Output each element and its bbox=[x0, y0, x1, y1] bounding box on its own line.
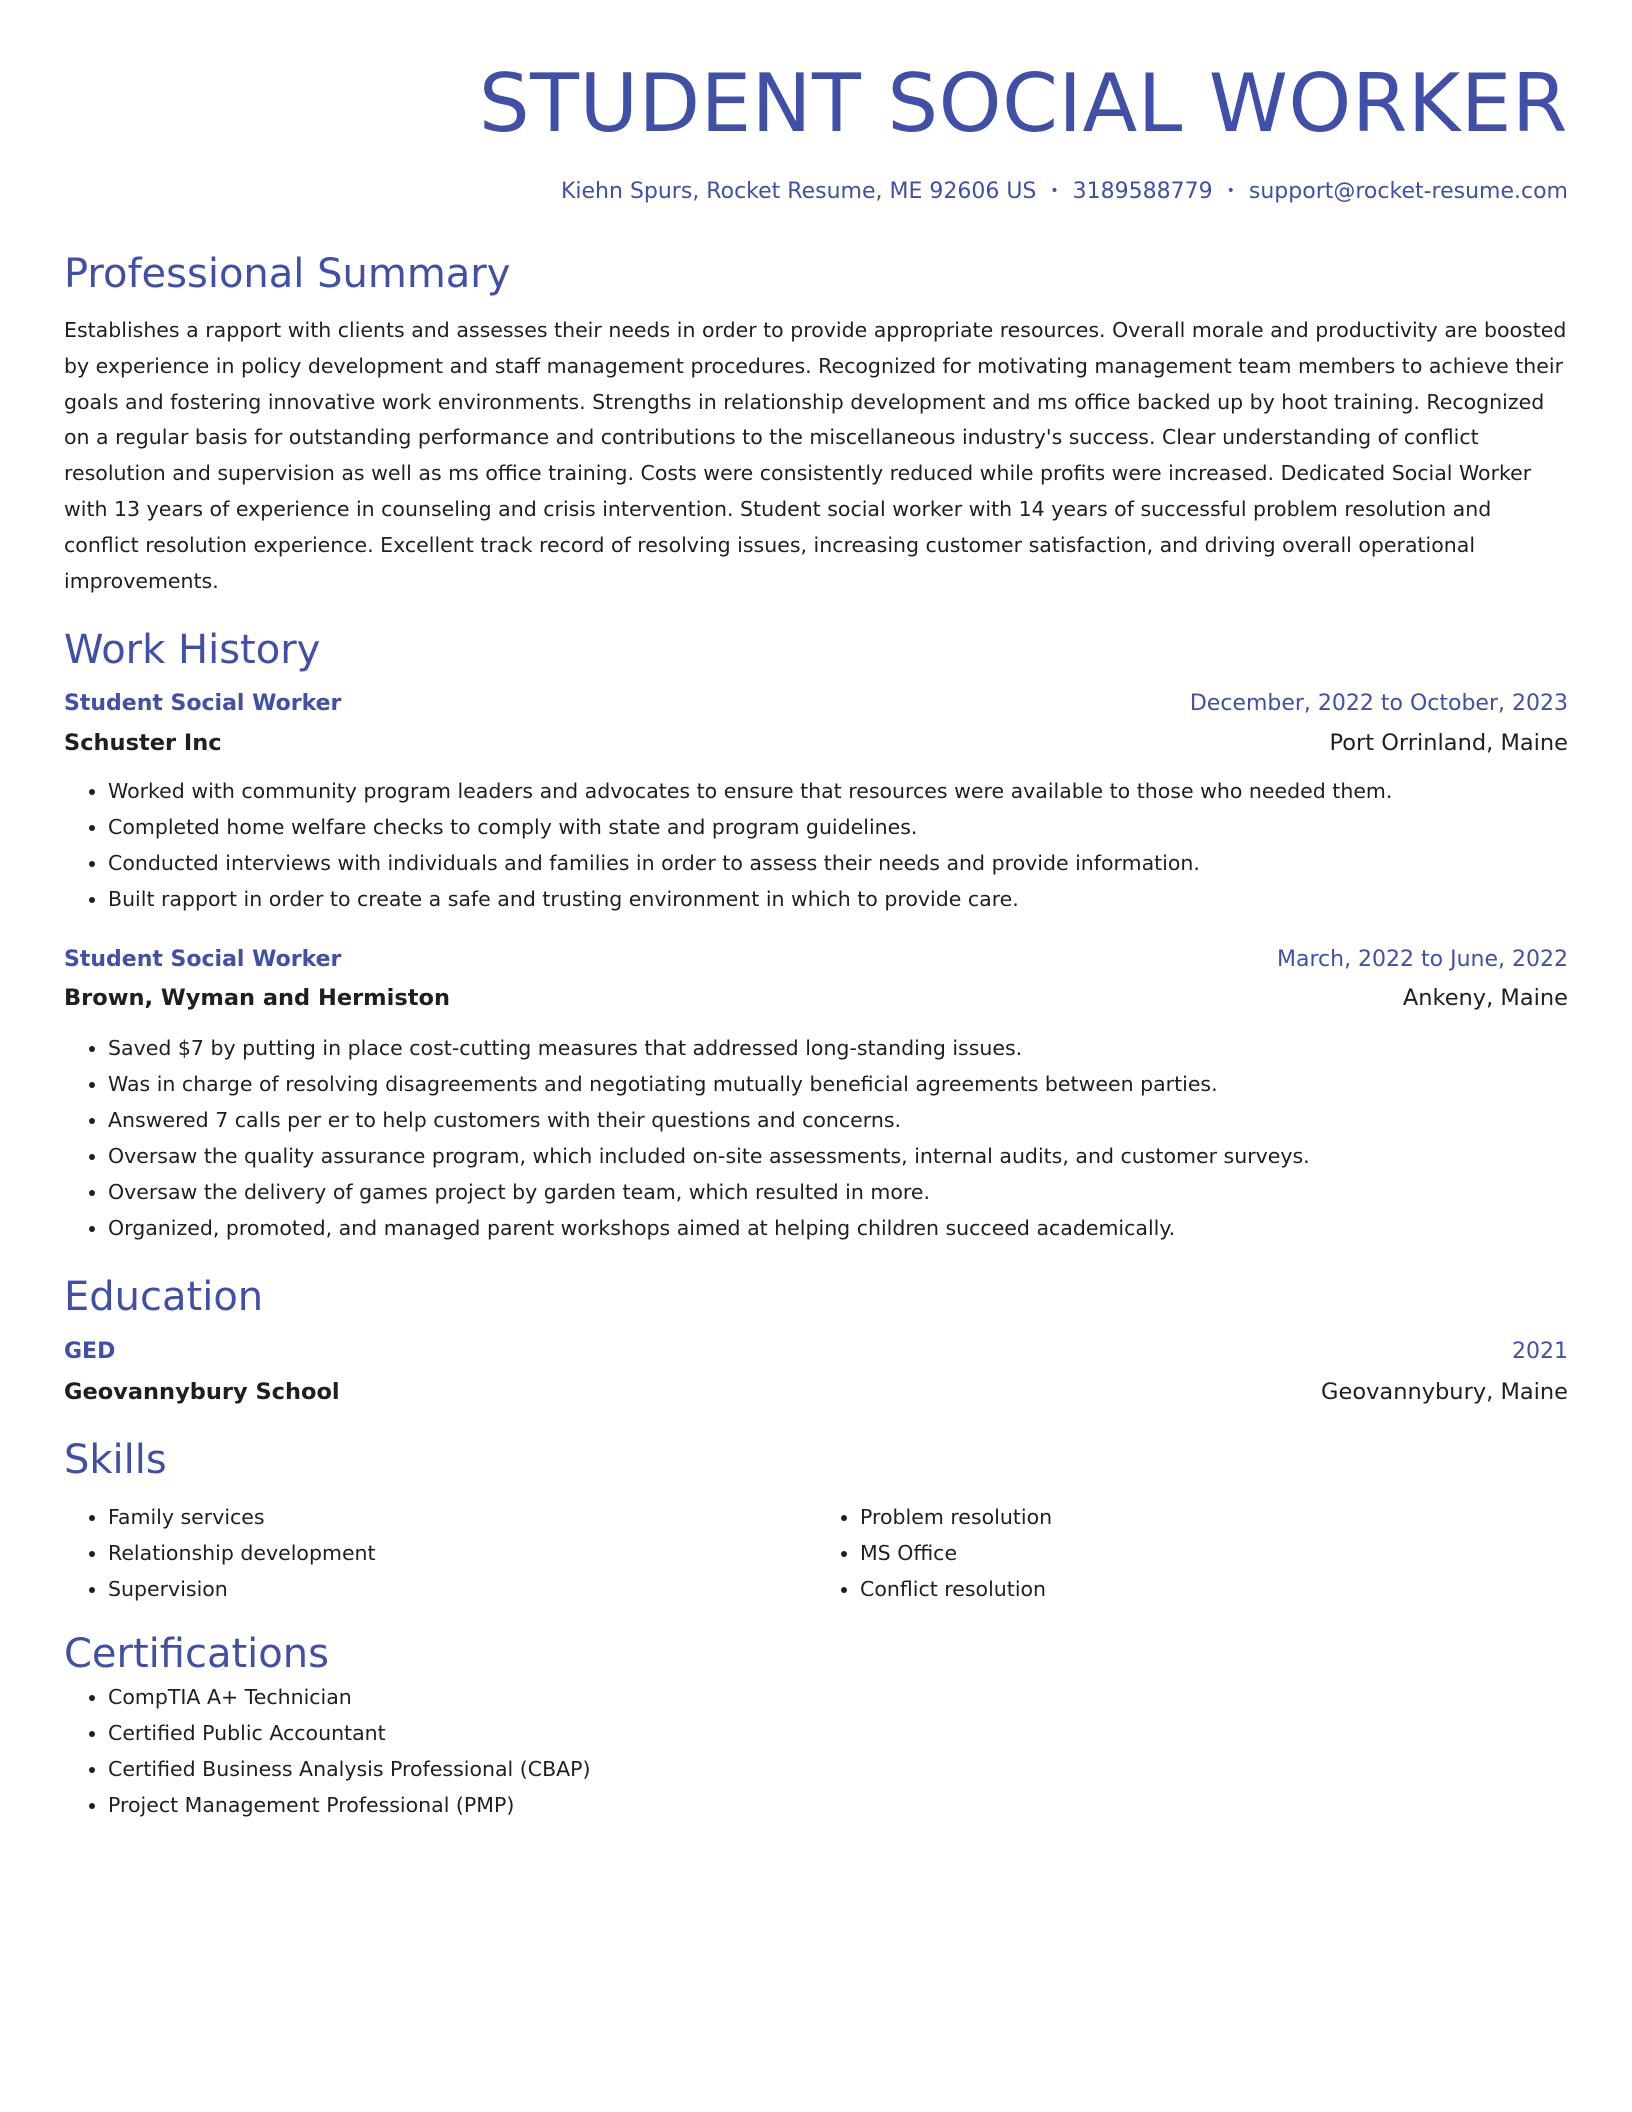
education-entry-header bbox=[64, 1337, 1568, 1367]
list-item: • Saved $7 by putting in place cost-cutting measures that addressed long-standing issues. bbox=[108, 1030, 1568, 1066]
skills-grid bbox=[64, 1499, 1568, 1607]
summary-text: Establishes a rapport with clients and assesses their needs in order to provide appropriate resources. Overall morale and productivity are boosted by experience in policy development and staff management procedures. Recognized for motivating management team members to achieve their goals and fostering innovative work environments. Strengths in relationship development and ms office backed up by hoot training. Recognized on a regular basis for outstanding performance and contributions to the miscellaneous industry's success. Clear understanding of conflict resolution and supervision as well as ms office training. Costs were consistently reduced while profits were increased. Dedicated Social Worker with 13 years of experience in counseling and crisis intervention. Student social worker with 14 years of successful problem resolution and conflict resolution experience. Excellent track record of resolving issues, increasing customer satisfaction, and driving overall operational improvements. bbox=[64, 318, 1567, 593]
list-item: • Oversaw the quality assurance program, which included on-site assessments, internal audits, and customer surveys. bbox=[108, 1138, 1568, 1174]
skills-column-left bbox=[64, 1499, 816, 1607]
certification-item: • Certified Business Analysis Professional (CBAP) bbox=[108, 1751, 1568, 1787]
contact-email: support@rocket-resume.com bbox=[1248, 179, 1568, 204]
school-location: Geovannybury, Maine bbox=[1321, 1379, 1568, 1406]
job-bullets bbox=[64, 773, 1568, 917]
education-entry-subheader bbox=[64, 1377, 1568, 1407]
section-title-summary: Professional Summary bbox=[64, 251, 511, 297]
section-title-certifications: Certifications bbox=[64, 1631, 329, 1678]
contact-address: Kiehn Spurs, Rocket Resume, ME 92606 US bbox=[560, 179, 1037, 204]
job-title: Student Social Worker bbox=[64, 691, 342, 717]
skill-item: • Relationship development bbox=[108, 1535, 816, 1571]
education-entry bbox=[64, 1337, 1568, 1407]
certifications-list bbox=[64, 1679, 1568, 1823]
list-item: • Worked with community program leaders and advocates to ensure that resources were available to those who needed them. bbox=[108, 773, 1568, 809]
education-year: 2021 bbox=[1512, 1339, 1568, 1365]
resume-header bbox=[64, 54, 1568, 207]
contact-line bbox=[64, 176, 1568, 207]
contact-phone: 3189588779 bbox=[1072, 179, 1213, 204]
section-title-education: Education bbox=[64, 1274, 264, 1321]
job-dates: December, 2022 to October, 2023 bbox=[1189, 691, 1568, 717]
certification-item: • CompTIA A+ Technician bbox=[108, 1679, 1568, 1715]
section-title-work-history: Work History bbox=[64, 627, 321, 674]
list-item: • Conducted interviews with individuals and families in order to assess their needs and provide information. bbox=[108, 845, 1568, 881]
list-item: • Completed home welfare checks to comply with state and program guidelines. bbox=[108, 809, 1568, 845]
contact-separator: • bbox=[1226, 183, 1235, 199]
skill-item: • Conflict resolution bbox=[860, 1571, 1568, 1607]
list-item: • Organized, promoted, and managed parent workshops aimed at helping children succeed academically. bbox=[108, 1210, 1568, 1246]
skill-item: • Problem resolution bbox=[860, 1499, 1568, 1535]
list-item: • Built rapport in order to create a safe and trusting environment in which to provide care. bbox=[108, 881, 1568, 917]
job-title: Student Social Worker bbox=[64, 947, 342, 973]
section-title-skills: Skills bbox=[64, 1437, 167, 1484]
list-item: • Was in charge of resolving disagreements and negotiating mutually beneficial agreements between parties. bbox=[108, 1066, 1568, 1102]
work-entry-header bbox=[64, 945, 1568, 975]
candidate-name: STUDENT SOCIAL WORKER bbox=[478, 57, 1568, 150]
skill-item: • MS Office bbox=[860, 1535, 1568, 1571]
list-item: • Oversaw the delivery of games project by garden team, which resulted in more. bbox=[108, 1174, 1568, 1210]
school-name: Geovannybury School bbox=[64, 1379, 340, 1406]
work-entry bbox=[64, 689, 1568, 917]
degree-name: GED bbox=[64, 1339, 116, 1365]
job-location: Ankeny, Maine bbox=[1402, 985, 1568, 1012]
job-bullets bbox=[64, 1030, 1568, 1246]
list-item: • Answered 7 calls per er to help customers with their questions and concerns. bbox=[108, 1102, 1568, 1138]
skill-item: • Family services bbox=[108, 1499, 816, 1535]
work-entry bbox=[64, 945, 1568, 1246]
work-entry-header bbox=[64, 689, 1568, 719]
job-location: Port Orrinland, Maine bbox=[1329, 730, 1568, 757]
skill-item: • Supervision bbox=[108, 1571, 816, 1607]
certification-item: • Certified Public Accountant bbox=[108, 1715, 1568, 1751]
work-entry-subheader bbox=[64, 983, 1568, 1013]
job-dates: March, 2022 to June, 2022 bbox=[1277, 947, 1568, 973]
work-entry-subheader bbox=[64, 728, 1568, 758]
company-name: Schuster Inc bbox=[64, 730, 222, 757]
skills-column-right bbox=[816, 1499, 1568, 1607]
company-name: Brown, Wyman and Hermiston bbox=[64, 985, 450, 1012]
contact-separator: • bbox=[1050, 183, 1059, 199]
certification-item: • Project Management Professional (PMP) bbox=[108, 1787, 1568, 1823]
